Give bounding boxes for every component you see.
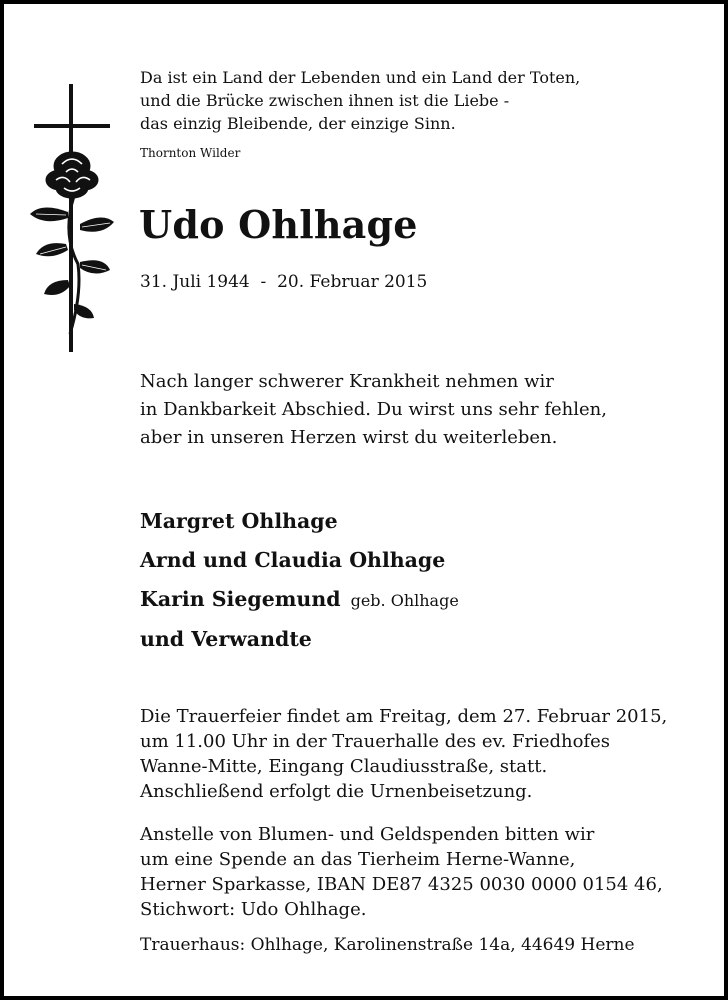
service-line: um 11.00 Uhr in der Trauerhalle des ev. Friedhofes [140,731,610,752]
family-list [140,502,459,659]
maiden-name: geb. Ohlhage [350,591,459,610]
donation-line: Anstelle von Blumen- und Geldspenden bitten wir [140,824,595,845]
farewell-message [140,368,607,452]
life-dates: 31. Juli 1944 - 20. Februar 2015 [140,272,428,292]
family-member-with-nee [140,580,459,620]
service-line: Die Trauerfeier findet am Freitag, dem 27. Februar 2015, [140,706,668,727]
donation-line: Stichwort: Udo Ohlhage. [140,899,367,920]
quote-author: Thornton Wilder [140,146,241,160]
message-line: aber in unseren Herzen wirst du weiterleben. [140,427,558,448]
quote-line: und die Brücke zwischen ihnen ist die Liebe - [140,91,510,110]
family-member: Margret Ohlhage [140,509,338,533]
donation-request [140,822,663,922]
donation-line: um eine Spende an das Tierheim Herne-Wanne, [140,849,576,870]
mourning-house-address: Trauerhaus: Ohlhage, Karolinenstraße 14a, 44649 Herne [140,935,635,955]
funeral-service-info [140,704,667,804]
family-member: Arnd und Claudia Ohlhage [140,548,446,572]
message-line: in Dankbarkeit Abschied. Du wirst uns sehr fehlen, [140,399,607,420]
epigraph-quote [140,66,580,135]
relatives-line: und Verwandte [140,627,312,651]
quote-line: Da ist ein Land der Lebenden und ein Land der Toten, [140,68,581,87]
message-line: Nach langer schwerer Krankheit nehmen wir [140,371,554,392]
service-line: Wanne-Mitte, Eingang Claudiusstraße, statt. [140,756,548,777]
quote-line: das einzig Bleibende, der einzige Sinn. [140,114,456,133]
donation-line: Herner Sparkasse, IBAN DE87 4325 0030 0000 0154 46, [140,874,663,895]
deceased-name: Udo Ohlhage [139,202,418,247]
cross-with-rose-icon [22,84,122,354]
family-member: Karin Siegemund [140,587,341,611]
service-line: Anschließend erfolgt die Urnenbeisetzung. [140,781,533,802]
